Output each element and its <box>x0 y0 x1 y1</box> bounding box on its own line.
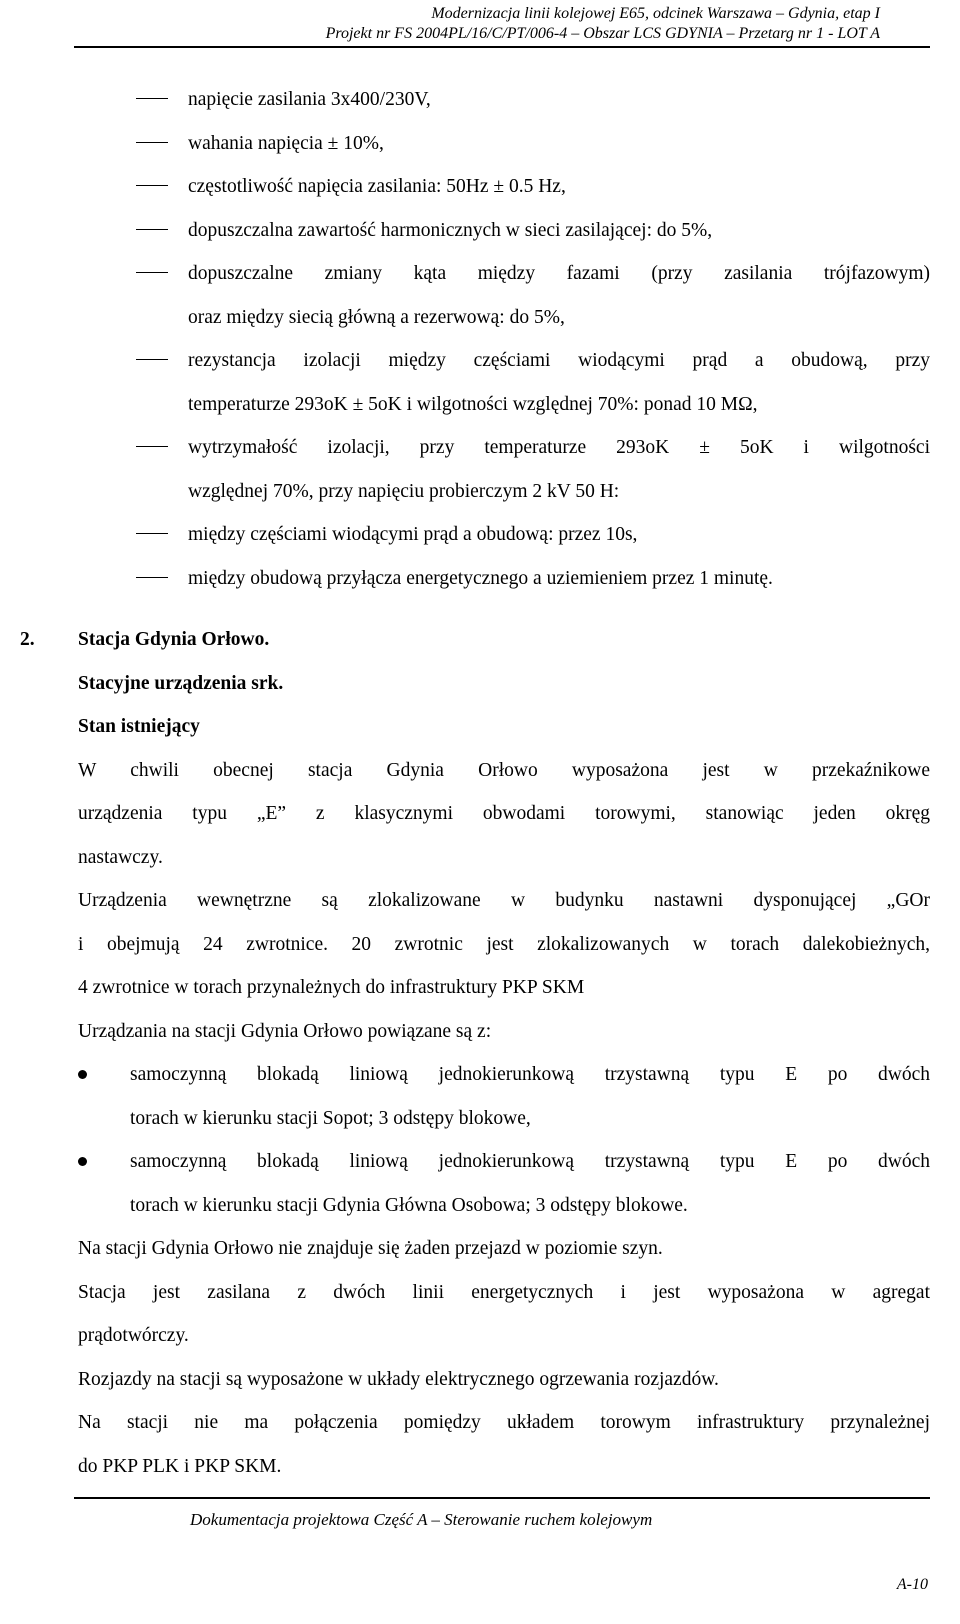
paragraph <box>78 749 930 880</box>
paragraph-line: 4 zwrotnice w torach przynależnych do infrastruktury PKP SKM <box>78 977 585 998</box>
paragraph-line: Na stacji nie ma połączenia pomiędzy układem torowym infrastruktury przynależnej <box>78 1412 930 1433</box>
paragraph-line: urządzenia typu „E” z klasycznymi obwodami torowymi, stanowiąc jeden okręg <box>78 803 930 824</box>
paragraph <box>78 1401 930 1488</box>
paragraph-line: Stacja jest zasilana z dwóch linii energetycznych i jest wyposażona w agregat <box>78 1281 930 1303</box>
paragraph-line: Urządzenia wewnętrzne są zlokalizowane w budynku nastawni dysponującej „GOr <box>78 890 930 911</box>
list-item-text: częstotliwość napięcia zasilania: 50Hz ± 0.5 Hz, <box>188 176 566 197</box>
list-item-text: między częściami wiodącymi prąd a obudową: przez 10s, <box>188 524 638 545</box>
paragraph-line: prądotwórczy. <box>78 1325 189 1346</box>
section-subsubtitle: Stan istniejący <box>78 716 200 737</box>
dash-marker <box>136 577 168 578</box>
list-item <box>78 122 930 166</box>
paragraph-line: W chwili obecnej stacja Gdynia Orłowo wyposażona jest w przekaźnikowe <box>78 759 930 781</box>
dash-marker <box>136 359 168 360</box>
list-item-text: dopuszczalna zawartość harmonicznych w sieci zasilającej: do 5%, <box>188 219 713 241</box>
paragraph <box>78 1271 930 1358</box>
list-item <box>78 252 930 339</box>
list-item-text: między obudową przyłącza energetycznego a uziemieniem przez 1 minutę. <box>188 567 773 589</box>
list-item <box>78 557 930 601</box>
paragraph-line: nastawczy. <box>78 846 163 868</box>
bullet-item <box>78 1140 930 1227</box>
list-item <box>78 209 930 253</box>
page-header <box>326 4 880 44</box>
list-item <box>78 78 930 122</box>
list-item <box>78 426 930 513</box>
bullet-text: samoczynną blokadą liniową jednokierunkową trzystawną typu E po dwóch <box>130 1064 930 1085</box>
bullet-text: samoczynną blokadą liniową jednokierunkową trzystawną typu E po dwóch <box>130 1151 930 1172</box>
list-item-text: względnej 70%, przy napięciu probierczym 2 kV 50 H: <box>188 480 620 502</box>
dash-marker <box>136 98 168 99</box>
header-line-2: Projekt nr FS 2004PL/16/C/PT/006-4 – Obszar LCS GDYNIA – Przetarg nr 1 - LOT A <box>325 25 880 42</box>
footer-divider <box>74 1497 930 1499</box>
dash-marker <box>136 272 168 273</box>
list-item-text: wytrzymałość izolacji, przy temperaturze 293oK ± 5oK i wilgotności <box>188 437 930 458</box>
section-number: 2. <box>20 629 35 650</box>
list-item-text: temperaturze 293oK ± 5oK i wilgotności względnej 70%: ponad 10 MΩ, <box>188 393 758 415</box>
header-line-1: Modernizacja linii kolejowej E65, odcinek Warszawa – Gdynia, etap I <box>431 5 880 22</box>
paragraph: Rozjazdy na stacji są wyposażone w układy elektrycznego ogrzewania rozjazdów. <box>78 1368 719 1390</box>
paragraph-line: i obejmują 24 zwrotnice. 20 zwrotnic jest zlokalizowanych w torach dalekobieżnych, <box>78 933 930 955</box>
section-heading <box>20 618 930 749</box>
document-body <box>20 78 930 1488</box>
list-item <box>78 513 930 557</box>
list-item-text: rezystancja izolacji między częściami wiodącymi prąd a obudową, przy <box>188 350 930 371</box>
bullet-marker <box>78 1070 87 1079</box>
dash-marker <box>136 142 168 143</box>
dash-marker <box>136 446 168 447</box>
page-footer: Dokumentacja projektowa Część A – Sterowanie ruchem kolejowym <box>190 1510 653 1529</box>
list-item-text: napięcie zasilania 3x400/230V, <box>188 89 431 110</box>
list-item <box>78 165 930 209</box>
dash-marker <box>136 229 168 230</box>
list-item <box>78 339 930 426</box>
section-title: Stacja Gdynia Orłowo. <box>78 629 270 650</box>
dash-marker <box>136 185 168 186</box>
page-number: A-10 <box>896 1576 928 1593</box>
paragraph-line: do PKP PLK i PKP SKM. <box>78 1455 282 1477</box>
section-subtitle: Stacyjne urządzenia srk. <box>78 672 284 694</box>
paragraph: Na stacji Gdynia Orłowo nie znajduje się żaden przejazd w poziomie szyn. <box>78 1238 663 1259</box>
header-divider <box>74 46 930 48</box>
dash-marker <box>136 533 168 534</box>
paragraph: Urządzania na stacji Gdynia Orłowo powiązane są z: <box>78 1020 492 1042</box>
paragraph <box>78 879 930 1010</box>
bullet-text: torach w kierunku stacji Sopot; 3 odstępy blokowe, <box>130 1107 531 1129</box>
bullet-text: torach w kierunku stacji Gdynia Główna Osobowa; 3 odstępy blokowe. <box>130 1194 688 1216</box>
bullet-marker <box>78 1157 87 1166</box>
list-item-text: dopuszczalne zmiany kąta między fazami (przy zasilania trójfazowym) <box>188 263 930 284</box>
bullet-item <box>78 1053 930 1140</box>
list-item-text: oraz między siecią główną a rezerwową: do 5%, <box>188 306 565 328</box>
list-item-text: wahania napięcia ± 10%, <box>188 132 384 154</box>
